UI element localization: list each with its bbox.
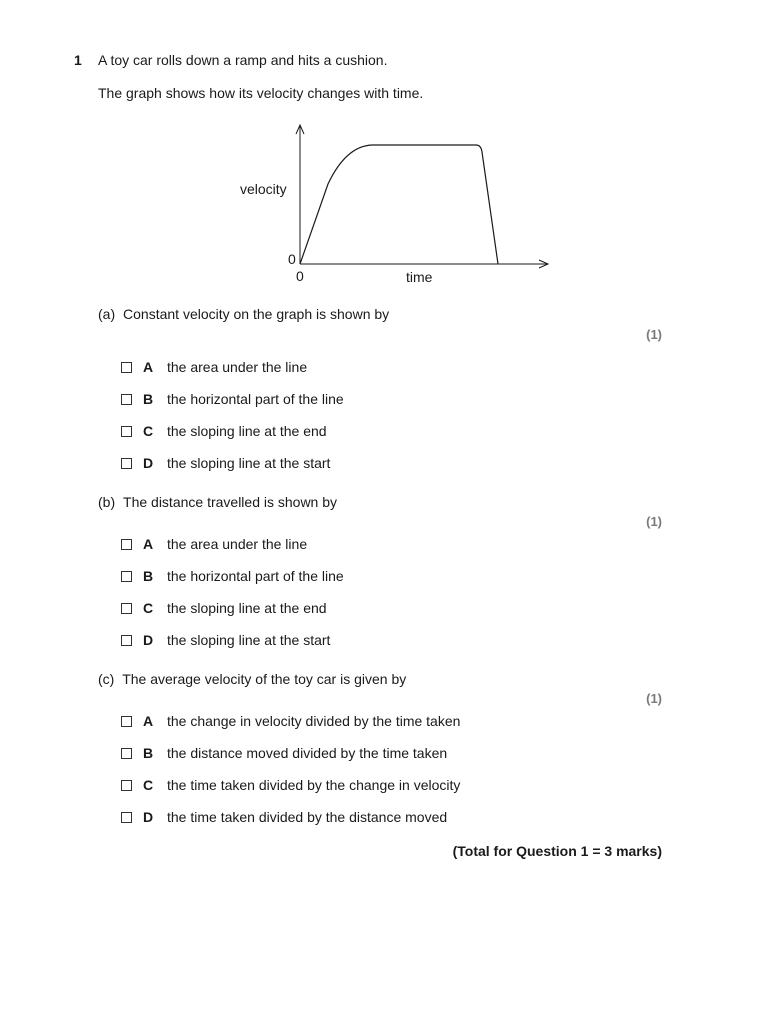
graph-x-origin-label: 0 — [296, 268, 304, 284]
part-a-option-a-text: the area under the line — [167, 359, 308, 375]
part-a-option-b-text: the horizontal part of the line — [167, 391, 344, 407]
part-b-option-c-letter: C — [143, 600, 154, 616]
part-b-option-d[interactable] — [121, 630, 330, 650]
graph-x-axis-label: time — [406, 269, 433, 285]
part-c-option-a-checkbox[interactable] — [121, 716, 132, 727]
part-c-option-b[interactable] — [121, 743, 447, 763]
graph-y-axis-label: velocity — [240, 181, 287, 197]
part-c-option-c-text: the time taken divided by the change in velocity — [167, 777, 461, 793]
part-b-option-b-checkbox[interactable] — [121, 571, 132, 582]
part-c-option-d-checkbox[interactable] — [121, 812, 132, 823]
part-a-stem — [98, 306, 389, 322]
part-a-option-d-text: the sloping line at the start — [167, 455, 331, 471]
part-b-option-a-letter: A — [143, 536, 154, 552]
question-intro-line-2: The graph shows how its velocity changes with time. — [98, 85, 424, 101]
part-a-option-d-checkbox[interactable] — [121, 458, 132, 469]
part-b-marks: (1) — [646, 514, 662, 529]
part-a-option-b[interactable] — [121, 389, 344, 409]
part-b-option-d-checkbox[interactable] — [121, 635, 132, 646]
part-c-option-b-letter: B — [143, 745, 154, 761]
part-c-option-a-text: the change in velocity divided by the time taken — [167, 713, 461, 729]
part-b-label: (b) — [98, 494, 116, 510]
part-a-option-a-letter: A — [143, 359, 154, 375]
part-a-option-c[interactable] — [121, 421, 327, 441]
part-b-option-a-text: the area under the line — [167, 536, 308, 552]
part-a-option-d[interactable] — [121, 453, 330, 473]
graph-velocity-line — [300, 145, 498, 264]
part-c-option-b-text: the distance moved divided by the time taken — [167, 745, 448, 761]
part-a-option-b-letter: B — [143, 391, 154, 407]
part-b-option-b-text: the horizontal part of the line — [167, 568, 344, 584]
part-a-option-a[interactable] — [121, 357, 307, 377]
part-a-option-c-checkbox[interactable] — [121, 426, 132, 437]
velocity-time-graph — [232, 118, 562, 278]
part-c-marks: (1) — [646, 691, 662, 706]
question-total-marks: (Total for Question 1 = 3 marks) — [452, 843, 662, 859]
part-c-option-c-letter: C — [143, 777, 154, 793]
part-a-marks: (1) — [646, 327, 662, 342]
part-b-option-a-checkbox[interactable] — [121, 539, 132, 550]
part-b-option-b-letter: B — [143, 568, 154, 584]
part-b-text: The distance travelled is shown by — [123, 494, 338, 510]
part-c-option-d[interactable] — [121, 807, 447, 827]
part-c-option-d-letter: D — [143, 809, 154, 825]
part-b-option-c-checkbox[interactable] — [121, 603, 132, 614]
part-a-text: Constant velocity on the graph is shown by — [123, 306, 390, 322]
part-b-option-d-text: the sloping line at the start — [167, 632, 331, 648]
part-b-option-c-text: the sloping line at the end — [167, 600, 327, 616]
part-a-option-b-checkbox[interactable] — [121, 394, 132, 405]
part-a-option-c-letter: C — [143, 423, 154, 439]
question-intro-line-1: A toy car rolls down a ramp and hits a cushion. — [98, 52, 388, 68]
part-c-option-a-letter: A — [143, 713, 154, 729]
part-b-stem — [98, 494, 337, 510]
part-a-option-c-text: the sloping line at the end — [167, 423, 327, 439]
part-a-option-d-letter: D — [143, 455, 154, 471]
part-c-label: (c) — [98, 671, 115, 687]
part-c-option-c[interactable] — [121, 775, 460, 795]
part-b-option-c[interactable] — [121, 598, 327, 618]
part-b-option-b[interactable] — [121, 566, 344, 586]
part-b-option-a[interactable] — [121, 534, 307, 554]
part-a-option-a-checkbox[interactable] — [121, 362, 132, 373]
part-b-option-d-letter: D — [143, 632, 154, 648]
part-c-option-a[interactable] — [121, 711, 460, 731]
question-number: 1 — [74, 52, 82, 68]
part-c-option-c-checkbox[interactable] — [121, 780, 132, 791]
part-c-stem — [98, 671, 406, 687]
part-c-option-d-text: the time taken divided by the distance moved — [167, 809, 448, 825]
graph-y-origin-label: 0 — [288, 251, 296, 267]
part-c-text: The average velocity of the toy car is given by — [122, 671, 407, 687]
part-a-label: (a) — [98, 306, 116, 322]
part-c-option-b-checkbox[interactable] — [121, 748, 132, 759]
